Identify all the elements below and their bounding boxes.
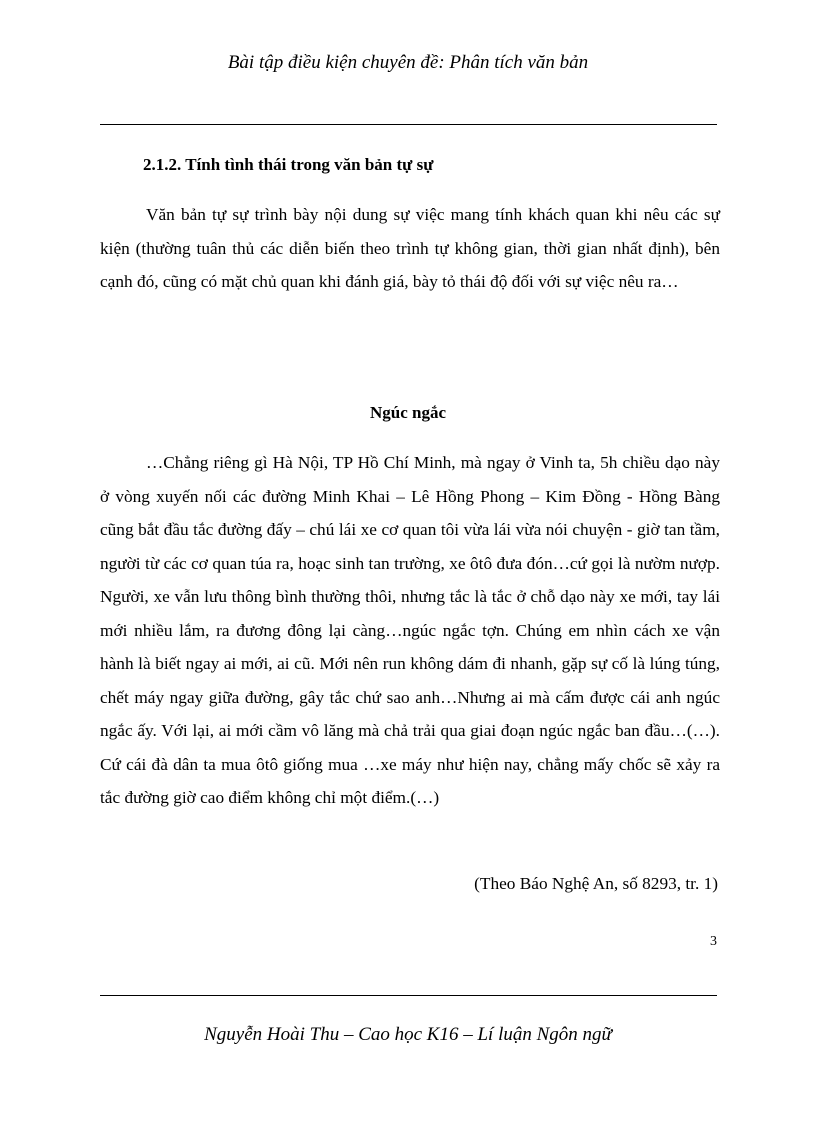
page-number: 3 — [710, 934, 717, 949]
footer-divider — [100, 995, 717, 996]
page-footer: Nguyễn Hoài Thu – Cao học K16 – Lí luận Ngôn ngữ — [204, 1024, 612, 1045]
intro-paragraph: Văn bản tự sự trình bày nội dung sự việc mang tính khách quan khi nêu các sự kiện (thường tuân thủ các diễn biến theo trình tự không gian, thời gian nhất định), bên cạnh đó, cũng có mặt chủ quan khi đánh giá, bày tỏ thái độ đối với sự việc nêu ra… — [100, 205, 720, 291]
header-divider — [100, 124, 717, 125]
section-heading: 2.1.2. Tính tình thái trong văn bản tự sự — [143, 155, 434, 174]
story-paragraph: …Chẳng riêng gì Hà Nội, TP Hồ Chí Minh, mà ngay ở Vinh ta, 5h chiều dạo này ở vòng xuyến nối các đường Minh Khai – Lê Hồng Phong – Kim Đồng - Hồng Bàng cũng bắt đầu tắc đường đấy – chú lái xe cơ quan tôi vừa lái vừa nói chuyện - giờ tan tầm, người từ các cơ quan túa ra, hoạc sinh tan trường, xe ôtô đưa đón…cứ gọi là nườm nượp. Người, xe vẫn lưu thông bình thường thôi, nhưng tắc là tắc ở chỗ dạo này xe mới, tay lái mới nhiều lắm, ra đương đông lại càng…ngúc ngắc tợn. Chúng em nhìn cách xe vận hành là biết ngay ai mới, ai cũ. Mới nên run không dám đi nhanh, gặp sự cố là lúng túng, chết máy ngay giữa đường, gây tắc chứ sao anh…Nhưng ai mà cấm được cái anh ngúc ngắc ấy. Với lại, ai mới cầm vô lăng mà chả trải qua giai đoạn ngúc ngắc ban đầu…(…). Cứ cái đà dân ta mua ôtô giống mua …xe máy như hiện nay, chẳng mấy chốc sẽ xảy ra tắc đường giờ cao điểm không chỉ một điểm.(…) — [100, 453, 720, 807]
source-citation: (Theo Báo Nghệ An, số 8293, tr. 1) — [474, 874, 718, 893]
story-title: Ngúc ngắc — [369, 403, 447, 422]
page-header: Bài tập điều kiện chuyên đề: Phân tích văn bản — [227, 52, 589, 73]
